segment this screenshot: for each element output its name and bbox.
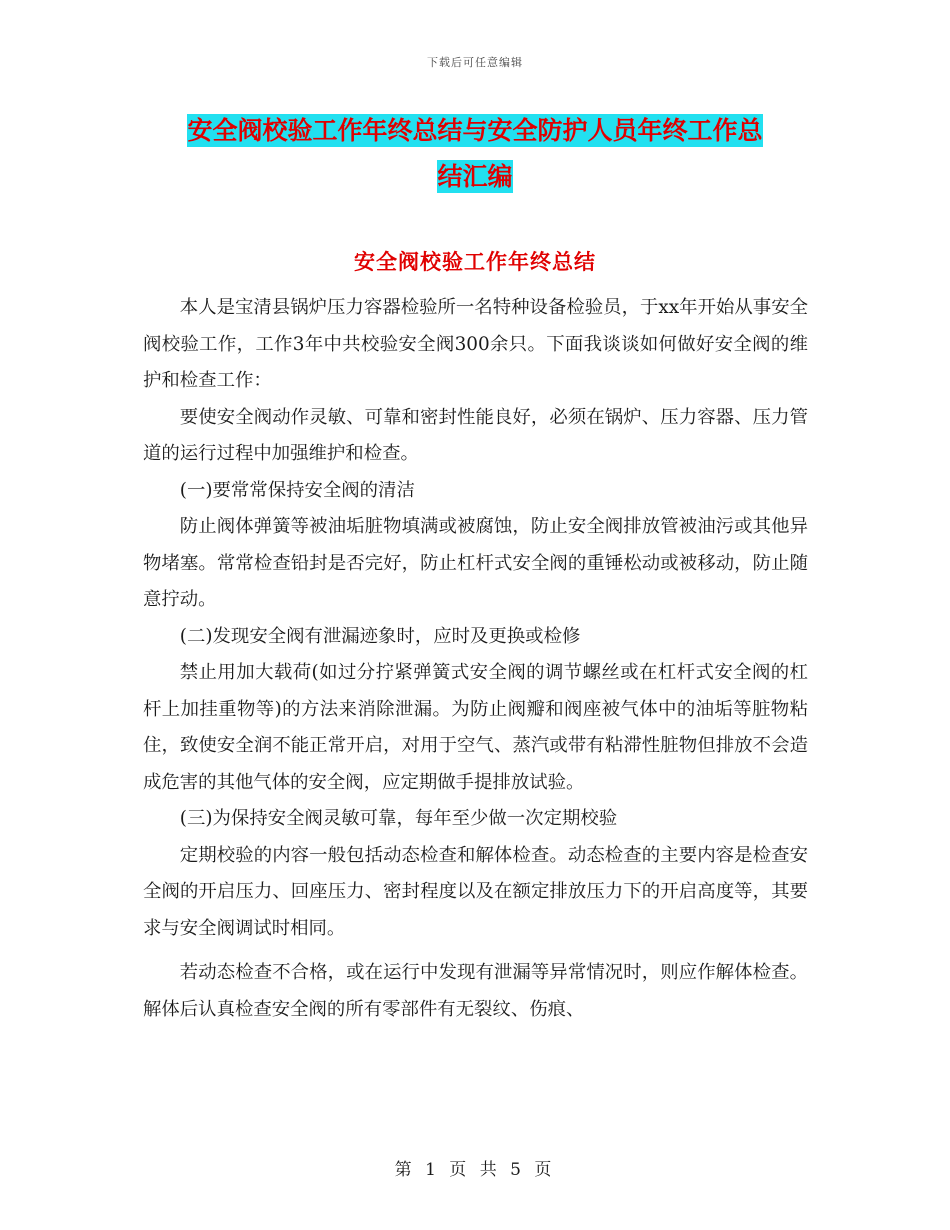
paragraph: 要使安全阀动作灵敏、可靠和密封性能良好，必须在锅炉、压力容器、压力管道的运行过程中加强维护和检查。 xyxy=(143,406,808,464)
paragraph: (二)发现安全阀有泄漏迹象时，应时及更换或检修 xyxy=(179,625,581,647)
page-footer: 第 1 页 共 5 页 xyxy=(394,1160,556,1180)
paragraph: 若动态检查不合格，或在运行中发现有泄漏等异常情况时，则应作解体检查。解体后认真检查安全阀的所有零部件有无裂纹、伤痕、 xyxy=(143,962,808,1020)
paragraph: 本人是宝清县锅炉压力容器检验所一名特种设备检验员，于xx年开始从事安全阀校验工作，工作3年中共校验安全阀300余只。下面我谈谈如何做好安全阀的维护和检查工作： xyxy=(143,297,808,391)
header-note: 下载后可任意编辑 xyxy=(427,56,523,69)
section-title: 安全阀校验工作年终总结 xyxy=(354,249,596,274)
paragraph: 防止阀体弹簧等被油垢脏物填满或被腐蚀，防止安全阀排放管被油污或其他异物堵塞。常常检查铅封是否完好，防止杠杆式安全阀的重锤松动或被移动，防止随意拧动。 xyxy=(143,516,808,610)
paragraph: (一)要常常保持安全阀的清洁 xyxy=(179,479,415,501)
paragraph: 禁止用加大载荷(如过分拧紧弹簧式安全阀的调节螺丝或在杠杆式安全阀的杠杆上加挂重物等)的方法来消除泄漏。为防止阀瓣和阀座被气体中的油垢等脏物粘住，致使安全润不能正常开启，对用于空气、蒸汽或带有粘滞性脏物但排放不会造成危害的其他气体的安全阀，应定期做手提排放试验。 xyxy=(143,662,808,793)
document-title xyxy=(140,108,810,200)
paragraph: 定期校验的内容一般包括动态检查和解体检查。动态检查的主要内容是检查安全阀的开启压力、回座压力、密封程度以及在额定排放压力下的开启高度等，其要求与安全阀调试时相同。 xyxy=(143,844,808,939)
paragraph: (三)为保持安全阀灵敏可靠，每年至少做一次定期校验 xyxy=(179,808,618,829)
title-line-2: 结汇编 xyxy=(437,162,513,191)
title-line-1: 安全阀校验工作年终总结与安全防护人员年终工作总 xyxy=(187,116,763,145)
body-text xyxy=(143,290,808,1028)
